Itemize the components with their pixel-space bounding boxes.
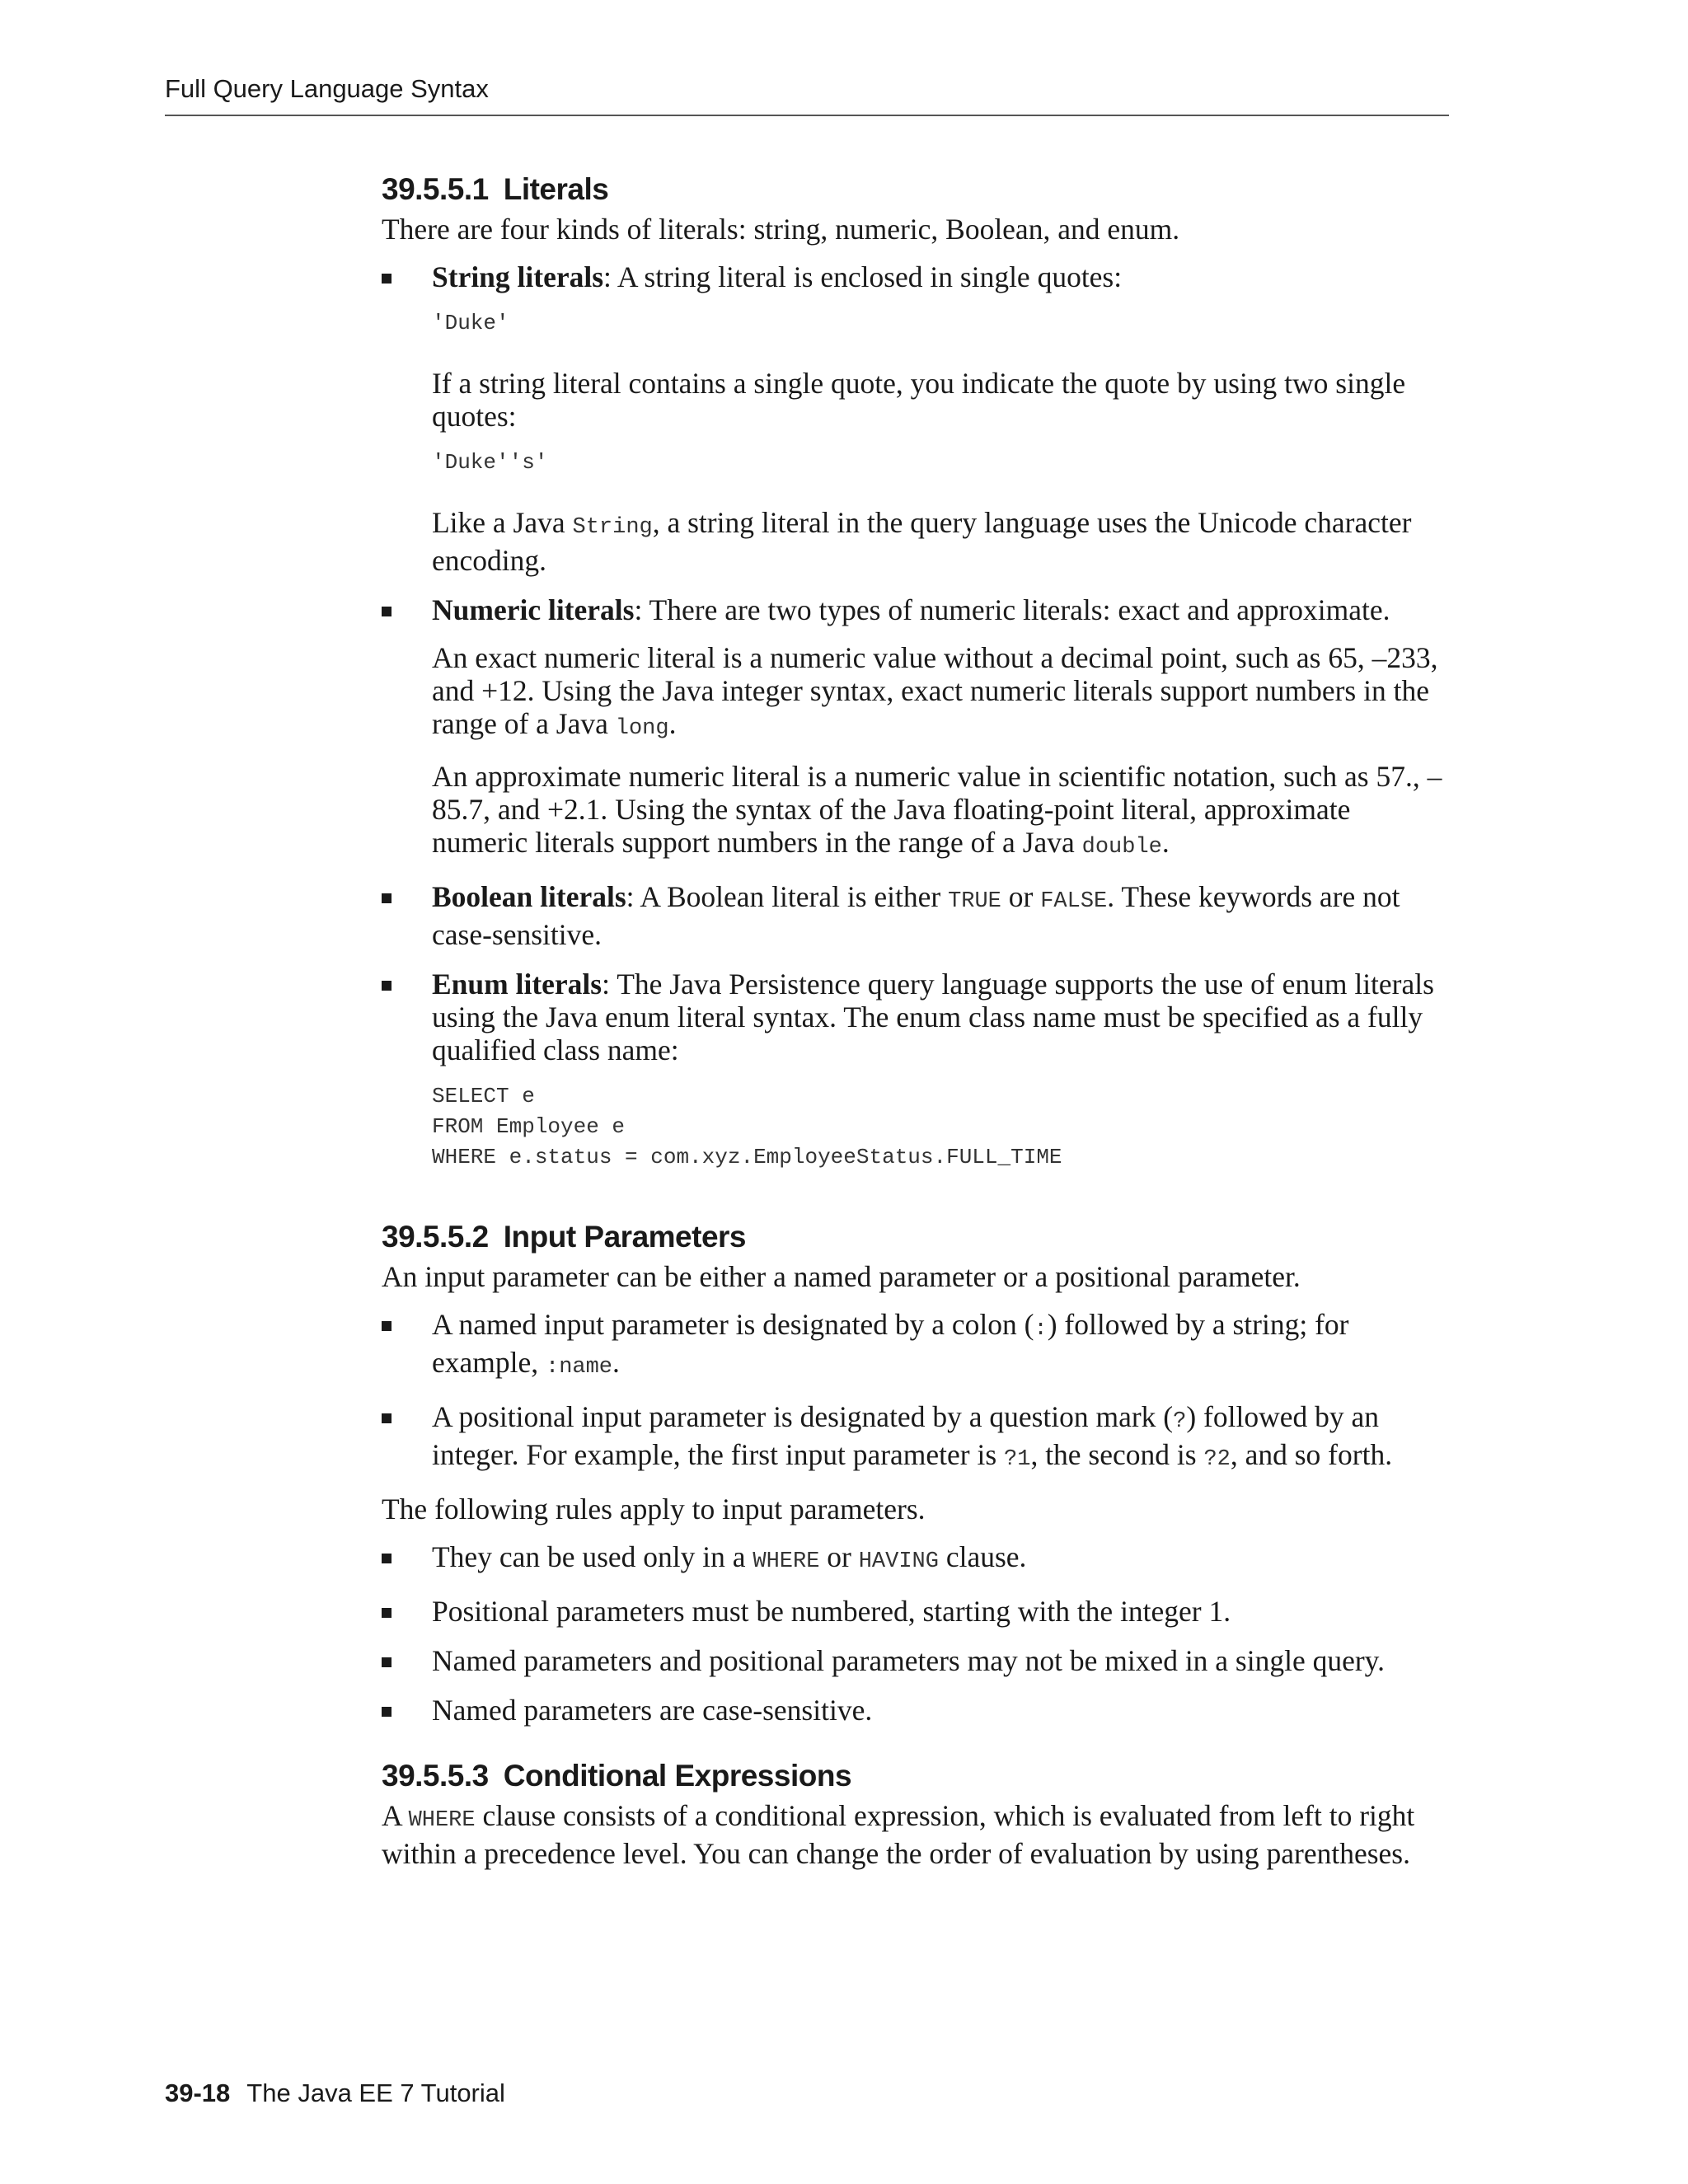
paragraph: An exact numeric literal is a numeric value without a decimal point, such as 65, –233, and +12. Using the Java integer syntax, exact numeric literals support numbers in the range of a Java long. — [432, 641, 1438, 741]
code-block: SELECT e FROM Employee e WHERE e.status = com.xyz.EmployeeStatus.FULL_TIME — [432, 1084, 1062, 1169]
paragraph: Numeric literals: There are two types of numeric literals: exact and approximate. — [432, 593, 1390, 626]
inline-code: double — [1081, 835, 1162, 860]
paragraph: Boolean literals: A Boolean literal is either TRUE or FALSE. These keywords are not case-sensitive. — [432, 880, 1400, 951]
section-number: 39.5.5.1 — [382, 172, 489, 206]
bullet-icon — [382, 1413, 392, 1423]
section-title: Literals — [503, 172, 609, 206]
list-item — [382, 1595, 1453, 1628]
paragraph: They can be used only in a WHERE or HAVING clause. — [432, 1540, 1027, 1574]
inline-code: ? — [1173, 1409, 1187, 1434]
page-footer — [165, 2079, 505, 2108]
section-title: Conditional Expressions — [503, 1759, 852, 1793]
inline-code: HAVING — [858, 1549, 939, 1574]
list-item — [382, 1694, 1453, 1727]
list-item — [382, 1400, 1453, 1476]
section-heading-literals — [382, 171, 1453, 208]
list-item-string-literals — [382, 260, 1453, 577]
header-rule — [165, 115, 1449, 116]
code-block: 'Duke' — [432, 311, 509, 335]
bullet-icon — [382, 1707, 392, 1717]
bullet-icon — [382, 1657, 392, 1667]
list-item — [382, 1540, 1453, 1578]
section-heading-input-parameters — [382, 1219, 1453, 1255]
inline-code: long — [615, 716, 669, 741]
bullet-icon — [382, 1608, 392, 1618]
section-literals — [382, 171, 1453, 1173]
list-item-enum-literals — [382, 968, 1453, 1173]
bullet-icon — [382, 981, 392, 991]
bullet-icon — [382, 893, 392, 903]
list-item-numeric-literals — [382, 593, 1453, 864]
paragraph: A WHERE clause consists of a conditional expression, which is evaluated from left to right within a precedence level. You can change the order of evaluation by using parentheses. — [382, 1799, 1415, 1870]
section-number: 39.5.5.3 — [382, 1759, 489, 1793]
inline-code: :name — [546, 1355, 613, 1380]
list-item — [382, 1308, 1453, 1384]
paragraph: There are four kinds of literals: string, numeric, Boolean, and enum. — [382, 213, 1180, 246]
term: Numeric literals — [432, 593, 635, 626]
paragraph: Like a Java String, a string literal in the query language uses the Unicode character encoding. — [432, 506, 1412, 577]
page-content — [382, 171, 1453, 1901]
inline-code: String — [572, 515, 653, 540]
paragraph: Named parameters are case-sensitive. — [432, 1694, 873, 1727]
section-title: Input Parameters — [503, 1220, 747, 1254]
inline-code: WHERE — [753, 1549, 820, 1574]
inline-code: FALSE — [1040, 889, 1108, 914]
bullet-icon — [382, 1554, 392, 1563]
list-item — [382, 1644, 1453, 1677]
bullet-list — [382, 260, 1453, 1173]
bullet-list — [382, 1540, 1453, 1727]
paragraph: An approximate numeric literal is a numeric value in scientific notation, such as 57., –85.7, and +2.1. Using the syntax of the Java floating-point literal, approximate numeric literals support numbers in the range of a Java double. — [432, 760, 1442, 860]
section-input-parameters — [382, 1219, 1453, 1727]
term: Enum literals — [432, 968, 603, 1001]
term: Boolean literals — [432, 880, 626, 913]
paragraph: Enum literals: The Java Persistence query language supports the use of enum literals using the Java enum literal syntax. The enum class name must be specified as a fully qualified class name: — [432, 968, 1434, 1066]
inline-code: ?1 — [1004, 1447, 1031, 1472]
paragraph: The following rules apply to input parameters. — [382, 1493, 926, 1526]
paragraph: An input parameter can be either a named parameter or a positional parameter. — [382, 1260, 1301, 1293]
bullet-list — [382, 1308, 1453, 1476]
section-heading-conditional-expressions — [382, 1758, 1453, 1794]
section-number: 39.5.5.2 — [382, 1220, 489, 1254]
bullet-icon — [382, 607, 392, 616]
inline-code: TRUE — [948, 889, 1001, 914]
paragraph: A named input parameter is designated by a colon (:) followed by a string; for example, :name. — [432, 1308, 1349, 1380]
bullet-icon — [382, 1321, 392, 1331]
list-item-boolean-literals — [382, 880, 1453, 951]
inline-code: WHERE — [408, 1808, 476, 1833]
inline-code: ?2 — [1203, 1447, 1231, 1472]
inline-code: : — [1034, 1317, 1048, 1342]
page-number: 39-18 — [165, 2079, 231, 2107]
term: String literals — [432, 260, 604, 293]
paragraph: If a string literal contains a single quote, you indicate the quote by using two single quotes: — [432, 367, 1406, 433]
section-conditional-expressions — [382, 1758, 1453, 1870]
paragraph: A positional input parameter is designated by a question mark (?) followed by an integer. For example, the first input parameter is ?1, the second is ?2, and so forth. — [432, 1400, 1393, 1472]
paragraph: String literals: A string literal is enclosed in single quotes: — [432, 260, 1123, 293]
running-header: Full Query Language Syntax — [165, 74, 489, 103]
code-block: 'Duke''s' — [432, 450, 548, 475]
paragraph: Positional parameters must be numbered, starting with the integer 1. — [432, 1595, 1231, 1628]
book-title: The Java EE 7 Tutorial — [246, 2079, 505, 2107]
bullet-icon — [382, 274, 392, 284]
paragraph: Named parameters and positional parameters may not be mixed in a single query. — [432, 1644, 1386, 1677]
